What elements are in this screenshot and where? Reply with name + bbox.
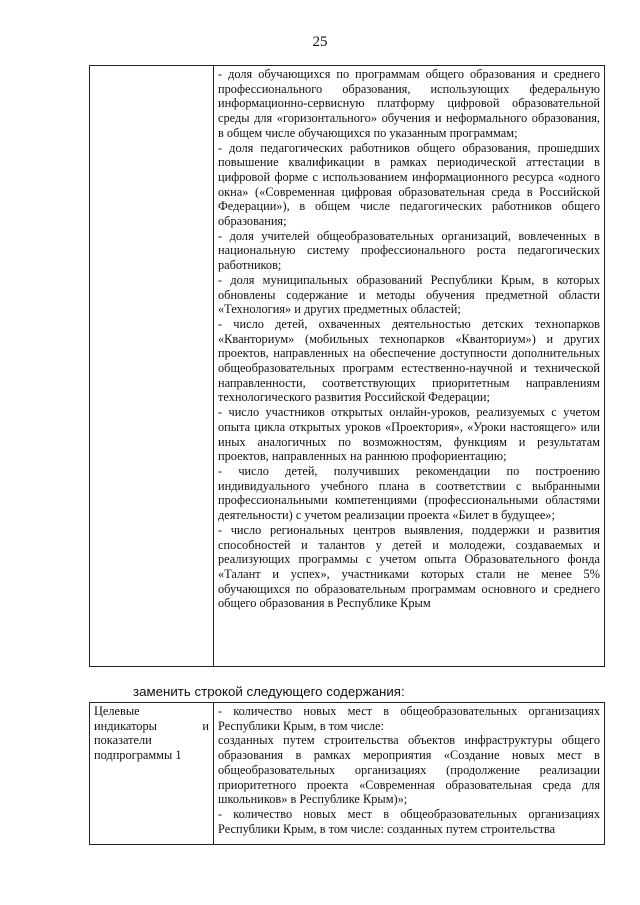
table-cell-label-empty	[90, 66, 214, 667]
table-cell-indicators	[214, 703, 605, 845]
label-line: индикаторы и	[94, 718, 209, 733]
indicator-item: - количество новых мест в общеобразовательных организациях Республики Крым, в том числе:	[218, 704, 600, 733]
indicator-item: - число региональных центров выявления, поддержки и развития способностей и талантов у детей и молодежи, создаваемых и реализующих программы с учетом опыта Образовательного фонда «Талант и успех», участниками которых стали не менее 5% обучающихся по образовательным программам основного и среднего общего образования в Республике Крым	[218, 522, 600, 611]
indicators-table-new	[89, 702, 605, 845]
page-number: 25	[312, 34, 328, 50]
indicators-table-continued	[89, 65, 605, 667]
table-cell-label	[90, 703, 214, 845]
table-row	[90, 703, 605, 845]
label-line: подпрограммы 1	[94, 748, 182, 763]
indicator-item: - количество новых мест в общеобразовательных организациях Республики Крым, в том числе: созданных путем строительства	[218, 806, 600, 836]
indicator-item: - доля учителей общеобразовательных организаций, вовлеченных в национальную систему профессионального роста педагогических работников;	[218, 228, 600, 273]
indicator-item: - доля муниципальных образований Республики Крым, в которых обновлены содержание и методы обучения предметной области «Технология» и других предметных областей;	[218, 272, 600, 317]
indicator-item: - доля педагогических работников общего образования, прошедших повышение квалификации в рамках периодической аттестации в цифровой форме с использованием информационного ресурса «одного окна» («Современная цифровая образовательная среда в Российской Федерации»), в общем числе педагогических работников общего образования;	[218, 140, 600, 229]
indicator-item: - число участников открытых онлайн-уроков, реализуемых с учетом опыта цикла открытых уроков «Проектория», «Уроки настоящего» или иных аналогичных по возможностям, функциям и результатам проектов, направленных на раннюю профориентацию;	[218, 405, 600, 464]
table-cell-indicators	[214, 66, 605, 667]
indicator-item: - число детей, охваченных деятельностью детских технопарков «Кванториум» (мобильных технопарков «Кванториум») и других проектов, направленных на обеспечение доступности дополнительных общеобразовательных программ естественно-научной и технической направленности, соответствующих приоритетным направлениям технологического развития Российской Федерации;	[218, 316, 600, 405]
indicator-item: созданных путем строительства объектов инфраструктуры общего образования в рамках мероприятия «Создание новых мест в общеобразовательных организациях (продолжение реализации приоритетного проекта «Современная образовательная среда для школьников» в Республике Крым)»;	[218, 733, 600, 807]
replace-instruction: заменить строкой следующего содержания:	[133, 684, 405, 699]
table-row	[90, 66, 605, 667]
indicator-item: - доля обучающихся по программам общего образования и среднего профессионального образования, использующих федеральную информационно-сервисную платформу цифровой образовательной среды для «горизонтального» обучения и неформального образования, в общем числе обучающихся по указанным программам;	[218, 67, 600, 140]
label-line: показатели	[94, 733, 152, 748]
label-line: Целевые	[94, 704, 140, 718]
indicator-item: - число детей, получивших рекомендации по построению индивидуального учебного плана в соответствии с выбранными профессиональными компетенциями (профессиональными областями деятельности) с учетом реализации проекта «Билет в будущее»;	[218, 463, 600, 523]
